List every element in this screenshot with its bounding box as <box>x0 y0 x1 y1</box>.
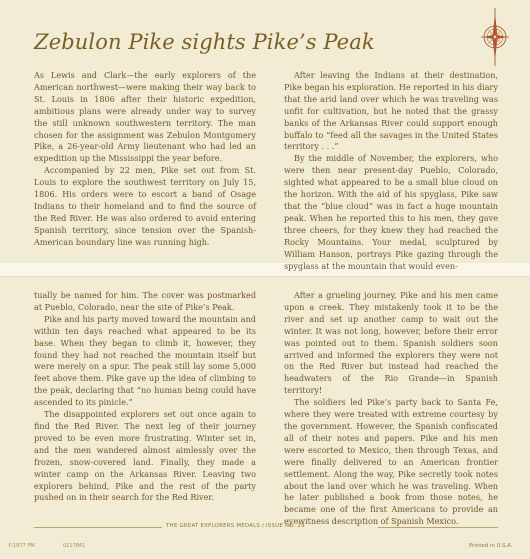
paragraph: After leaving the Indians at their destination, Pike began his exploration. He reported in his diary that the arid land over which he was traveling was unfit for cultivation, but he noted that the grassy banks of the Arkansas River could support enough buffalo to “feed all the savages in the United States territory . . .” <box>284 70 498 152</box>
page-title: Zebulon Pike sights Pike’s Peak <box>34 30 375 54</box>
series-line: THE GREAT EXPLORERS MEDALS / ISSUE NO. 29 <box>166 523 305 529</box>
catalog-code: 0117841 <box>63 543 86 549</box>
paragraph: tually be named for him. The cover was postmarked at Pueblo, Colorado, near the site of Pike’s Peak. <box>34 290 256 312</box>
paragraph: After a grueling journey, Pike and his men came upon a creek. They mistakenly took it to be the river and set up another camp to wait out the winter. It was not long, however, before their error was pointed out to them. Spanish soldiers soon arrived and informed the explorers they were not on the Red River but instead had reached the headwaters of the Rio Grande—in Spanish territory! <box>284 290 498 396</box>
paragraph: The disappointed explorers set out once again to find the Red River. The next leg of their journey proved to be even more frustrating. Winter set in, and the men wandered almost aimlessly over the frozen, snow-covered land. Finally, they made a winter camp on the Arkansas River. Leaving two explorers behind, Pike and the rest of the party pushed on in their search for the Red River. <box>34 409 256 503</box>
text-column-bottom-left <box>34 290 256 504</box>
paragraph: Accompanied by 22 men, Pike set out from St. Louis to explore the southwest territory on July 15, 1806. His orders were to escort a band of Osage Indians to their homeland and to find the source of the Red River. He was also ordered to avoid entering Spanish territory, since tension over the Spanish-American boundary line was running high. <box>34 165 256 247</box>
text-column-top-left <box>34 70 256 249</box>
paragraph: Pike and his party moved toward the mountain and within ten days reached what appeared to be its base. When they began to climb it, however, they found they had not reached the mountain itself but were merely on a spur. The peak still lay some 5,000 feet above them. Pike gave up the idea of climbing to the peak, declaring that “no human being could have ascended to its pinicle.” <box>34 313 256 408</box>
compass-rose-icon <box>480 8 510 66</box>
copyright-notice: ©1977 FM <box>8 543 35 549</box>
paragraph: As Lewis and Clark—the early explorers of the American northwest—were making their way back to St. Louis in 1806 after their historic expedition, ambitious plans were already under way to survey the still unknown southwestern territory. The man chosen for the assignment was Zebulon Montgomery Pike, a 26-year-old Army lieutenant who had led an expedition up the Mississippi the year before. <box>34 70 256 164</box>
footer-rule-left <box>34 527 162 528</box>
paragraph: By the middle of November, the explorers, who were then near present-day Pueblo, Colorado, sighted what appeared to be a small blue cloud on the horizon. With the aid of his spyglass, Pike saw that the “blue cloud” was in fact a huge mountain peak. When he reported this to his men, they gave three cheers, for they knew they had reached the Rocky Mountains. Your medal, sculptured by William Hanson, portrays Pike gazing through the spyglass at the mountain that would even- <box>284 153 498 271</box>
footer-rule-right <box>378 527 498 528</box>
printed-notice: Printed in U.S.A. <box>469 543 513 549</box>
text-column-top-right <box>284 70 498 272</box>
text-column-bottom-right <box>284 290 498 528</box>
paragraph: The soldiers led Pike’s party back to Santa Fe, where they were treated with extreme courtesy by the government. However, the Spanish confiscated all of their notes and papers. Pike and his men were escorted to Mexico, then through Texas, and were finally delivered to an American frontier settlement. Along the way, Pike secretly took notes about the land over which he was traveling. When he later published a book from those notes, he became one of the first Americans to provide an eyewitness description of Spanish Mexico. <box>284 397 498 527</box>
